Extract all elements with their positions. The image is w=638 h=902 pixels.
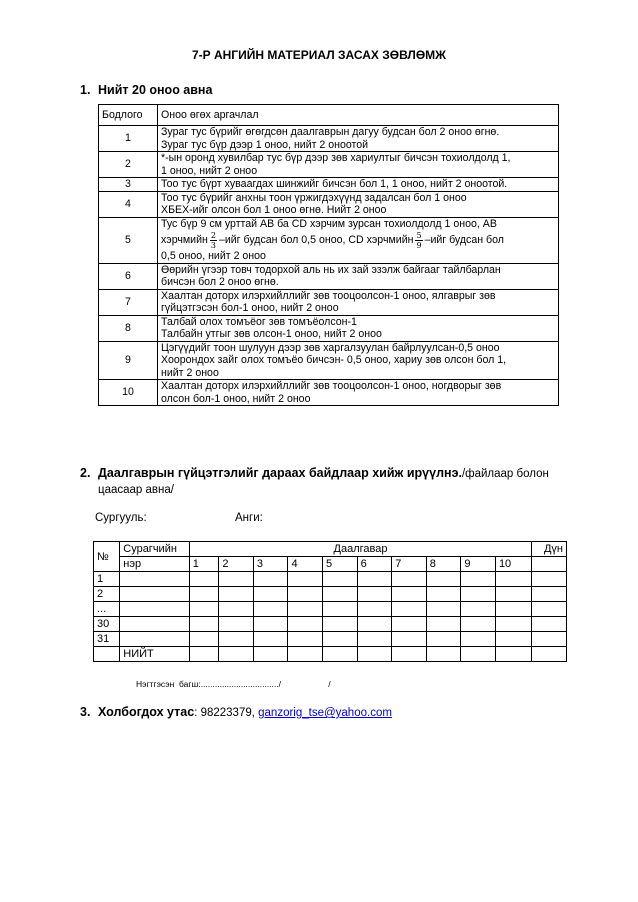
- section-2-number: 2.: [80, 466, 91, 480]
- score-cell[interactable]: [288, 647, 323, 662]
- student-row: [94, 632, 567, 647]
- class-label: Анги:: [235, 512, 263, 524]
- section-1-heading: [80, 83, 212, 97]
- row-number: 31: [94, 632, 120, 647]
- student-row: [94, 617, 567, 632]
- score-cell[interactable]: [219, 617, 254, 632]
- task-number: 8: [426, 557, 461, 572]
- score-cell[interactable]: [392, 587, 427, 602]
- rule-line-with-fractions: [161, 230, 555, 250]
- section-3-contact: [80, 705, 392, 719]
- rule-line: *-ын оронд хувилбар тус бүр дээр зөв хариултыг бичсэн тохиолдолд 1,: [161, 152, 511, 164]
- problem-number: 1: [99, 126, 158, 152]
- section-1-number: 1.: [80, 83, 91, 97]
- scoring-rule: [158, 380, 559, 406]
- rule-line: бичсэн бол 2 оноо өгнө.: [161, 276, 279, 288]
- score-cell[interactable]: [426, 647, 461, 662]
- score-cell[interactable]: [219, 632, 254, 647]
- page-title: 7-Р АНГИЙН МАТЕРИАЛ ЗАСАХ ЗӨВЛӨМЖ: [191, 48, 447, 62]
- total-cell: [532, 557, 567, 572]
- total-cell[interactable]: [532, 647, 567, 662]
- score-cell[interactable]: [219, 602, 254, 617]
- score-cell[interactable]: [189, 647, 219, 662]
- scoring-rule: [158, 341, 559, 380]
- task-number: 3: [253, 557, 288, 572]
- student-name-cell[interactable]: [120, 617, 190, 632]
- total-cell[interactable]: [532, 587, 567, 602]
- score-cell[interactable]: [461, 602, 496, 617]
- student-row: [94, 602, 567, 617]
- section-1-text: Нийт 20 оноо авна: [98, 83, 213, 97]
- section-2-bold-text: Даалгаврын гүйцэтгэлийг дараах байдлаар хийж ирүүлнэ.: [98, 466, 462, 480]
- scoring-rule: [158, 263, 559, 289]
- rule-line: Хоорондох зайг олох томъёо бичсэн- 0,5 оноо, хариу зөв олсон бол 1,: [161, 354, 507, 366]
- rule-line: Тоо тус бүрийг анхны тоон үржигдэхүүнд задалсан бол 1 оноо: [161, 191, 467, 204]
- score-cell[interactable]: [189, 587, 219, 602]
- score-cell[interactable]: [426, 602, 461, 617]
- header-total: Дүн: [532, 542, 567, 557]
- problem-number: 2: [99, 152, 158, 178]
- section-2-line2: цаасаар авна/: [98, 484, 174, 496]
- score-cell[interactable]: [253, 587, 288, 602]
- student-name-cell[interactable]: [120, 572, 190, 587]
- score-cell[interactable]: [253, 572, 288, 587]
- header-no: №: [94, 542, 120, 572]
- table-row: [99, 152, 559, 178]
- table-row: [99, 191, 559, 217]
- total-cell[interactable]: [532, 602, 567, 617]
- task-number: 6: [357, 557, 392, 572]
- fraction-numerator: 5: [416, 230, 422, 240]
- scoring-rule: [158, 217, 559, 263]
- score-cell[interactable]: [357, 647, 392, 662]
- results-table: [93, 541, 567, 662]
- rule-line: Зураг тус бүрийг өгөгдсөн даалгаврын дагуу будсан бол 2 оноо өгнө.: [161, 126, 500, 138]
- scoring-rule: [158, 126, 559, 152]
- header-student-name: Сурагчийн: [120, 542, 190, 557]
- score-cell[interactable]: [357, 617, 392, 632]
- score-cell[interactable]: [288, 572, 323, 587]
- table-row: [99, 263, 559, 289]
- scoring-rule: [158, 152, 559, 178]
- table-row: [99, 217, 559, 263]
- scoring-rule: [158, 191, 559, 217]
- score-cell[interactable]: [323, 647, 358, 662]
- header-method: Оноо өгөх аргачлал: [158, 105, 559, 126]
- rule-line: 0,5 оноо, нийт 2 оноо: [161, 250, 266, 262]
- fraction-denominator: 3: [210, 240, 216, 250]
- header-tasks: Даалгавар: [189, 542, 531, 557]
- task-number: 5: [323, 557, 358, 572]
- task-number: 1: [189, 557, 219, 572]
- problem-number: 8: [99, 315, 158, 341]
- score-cell[interactable]: [495, 602, 531, 617]
- task-number: 9: [461, 557, 496, 572]
- problem-number: 6: [99, 263, 158, 289]
- row-number: 30: [94, 617, 120, 632]
- rule-text: –ийг будсан бол: [424, 234, 504, 246]
- score-cell[interactable]: [357, 602, 392, 617]
- score-cell[interactable]: [392, 632, 427, 647]
- contact-email-link[interactable]: ganzorig_tse@yahoo.com: [258, 707, 392, 719]
- student-name-cell[interactable]: [120, 632, 190, 647]
- student-row: [94, 572, 567, 587]
- contact-phone: : 98223379,: [194, 707, 259, 719]
- score-cell[interactable]: [357, 632, 392, 647]
- table-header-row: [99, 105, 559, 126]
- score-cell[interactable]: [288, 617, 323, 632]
- rule-line: 1 оноо, нийт 2 оноо: [161, 164, 258, 177]
- table-row: [99, 289, 559, 315]
- score-cell[interactable]: [219, 587, 254, 602]
- score-cell[interactable]: [392, 617, 427, 632]
- score-cell[interactable]: [323, 572, 358, 587]
- score-cell[interactable]: [461, 647, 496, 662]
- table-row: [99, 315, 559, 341]
- rule-line: ХБЕХ-ийг олсон бол 1 оноо өгнө. Нийт 2 оноо: [161, 204, 387, 216]
- header-problem: Бодлого: [99, 105, 158, 126]
- section-3-number: 3.: [80, 705, 91, 719]
- section-2-heading: [80, 466, 580, 498]
- school-label: Сургууль:: [95, 512, 147, 524]
- problem-number: 10: [99, 380, 158, 406]
- rule-line: Талбай олох томъёог зөв томъёолсон-1: [161, 315, 357, 328]
- rule-line: Цэгүүдийг тоон шулуун дээр зөв харгалзуулан байрлуулсан-0,5 оноо: [161, 341, 500, 354]
- row-number: ...: [94, 602, 120, 617]
- problem-number: 4: [99, 191, 158, 217]
- header-student-name-2: нэр: [120, 557, 190, 572]
- rule-line: нийт 2 оноо: [161, 366, 219, 379]
- score-cell[interactable]: [495, 647, 531, 662]
- score-cell[interactable]: [323, 617, 358, 632]
- rule-line: Тус бүр 9 см урттай AB ба CD хэрчим зурсан тохиолдолд 1 оноо, AB: [161, 217, 497, 230]
- row-number: 2: [94, 587, 120, 602]
- scoring-rule: [158, 315, 559, 341]
- row-number: [94, 647, 120, 662]
- score-cell[interactable]: [253, 602, 288, 617]
- score-cell[interactable]: [495, 632, 531, 647]
- score-cell[interactable]: [253, 617, 288, 632]
- rule-line: олсон бол-1 оноо, нийт 2 оноо: [161, 392, 311, 405]
- grand-total-label: НИЙТ: [120, 647, 190, 662]
- score-cell[interactable]: [461, 617, 496, 632]
- total-cell[interactable]: [532, 632, 567, 647]
- score-cell[interactable]: [495, 572, 531, 587]
- grading-table: [98, 104, 559, 406]
- score-cell[interactable]: [253, 647, 288, 662]
- problem-number: 5: [99, 217, 158, 263]
- results-subheader-row: [94, 557, 567, 572]
- score-cell[interactable]: [323, 602, 358, 617]
- table-row: [99, 341, 559, 380]
- score-cell[interactable]: [323, 632, 358, 647]
- total-cell[interactable]: [532, 617, 567, 632]
- score-cell[interactable]: [253, 632, 288, 647]
- score-cell[interactable]: [392, 602, 427, 617]
- score-cell[interactable]: [392, 572, 427, 587]
- score-cell[interactable]: [461, 587, 496, 602]
- student-name-cell[interactable]: [120, 587, 190, 602]
- results-header-row: [94, 542, 567, 557]
- scoring-rule: [158, 178, 559, 192]
- score-cell[interactable]: [495, 587, 531, 602]
- score-cell[interactable]: [357, 587, 392, 602]
- scoring-rule: [158, 289, 559, 315]
- rule-text: –ийг будсан бол 0,5 оноо, CD хэрчмийн: [218, 234, 414, 246]
- section-2-rest-text: /файлаар болон: [461, 468, 549, 480]
- score-cell[interactable]: [288, 602, 323, 617]
- score-cell[interactable]: [189, 632, 219, 647]
- score-cell[interactable]: [426, 572, 461, 587]
- score-cell[interactable]: [426, 632, 461, 647]
- task-number: 2: [219, 557, 254, 572]
- rule-line: гүйцэтгэсэн бол-1 оноо, нийт 2 оноо: [161, 302, 339, 314]
- fraction-numerator: 2: [210, 230, 216, 240]
- contact-label: Холбогдох утас: [98, 705, 195, 719]
- fraction: [210, 231, 217, 250]
- teacher-signature-line: Нэгтгэсэн багш:................................./ /: [136, 679, 331, 689]
- row-number: 1: [94, 572, 120, 587]
- score-cell[interactable]: [495, 617, 531, 632]
- problem-number: 9: [99, 341, 158, 380]
- rule-line: Талбайн утгыг зөв олсон-1 оноо, нийт 2 оноо: [161, 328, 382, 340]
- grand-total-row: [94, 647, 567, 662]
- score-cell[interactable]: [357, 572, 392, 587]
- rule-line: Тоо тус бүрт хуваагдах шинжийг бичсэн бол 1, 1 оноо, нийт 2 оноотой.: [161, 178, 508, 190]
- score-cell[interactable]: [426, 587, 461, 602]
- fraction-denominator: 9: [416, 240, 422, 250]
- score-cell[interactable]: [189, 617, 219, 632]
- rule-line: Хаалтан доторх илэрхийллийг зөв тооцоолсон-1 оноо, ялгаврыг зөв: [161, 289, 496, 302]
- table-row: [99, 178, 559, 192]
- table-row: [99, 126, 559, 152]
- task-number: 4: [288, 557, 323, 572]
- student-row: [94, 587, 567, 602]
- rule-text: хэрчмийн: [161, 234, 208, 246]
- score-cell[interactable]: [461, 632, 496, 647]
- total-cell[interactable]: [532, 572, 567, 587]
- score-cell[interactable]: [288, 587, 323, 602]
- score-cell[interactable]: [323, 587, 358, 602]
- score-cell[interactable]: [461, 572, 496, 587]
- task-number: 7: [392, 557, 427, 572]
- fraction: [415, 231, 422, 250]
- table-row: [99, 380, 559, 406]
- score-cell[interactable]: [219, 572, 254, 587]
- rule-line: Өөрийн үгээр товч тодорхой аль нь их зай эзэлж байгааг тайлбарлан: [161, 263, 501, 276]
- score-cell[interactable]: [189, 572, 219, 587]
- score-cell[interactable]: [189, 602, 219, 617]
- score-cell[interactable]: [392, 647, 427, 662]
- rule-line: Зураг тус бүр дээр 1 оноо, нийт 2 оноотой: [161, 138, 369, 151]
- rule-line: Хаалтан доторх илэрхийллийг зөв тооцоолсон-1 оноо, ногдворыг зөв: [161, 380, 502, 392]
- problem-number: 3: [99, 178, 158, 192]
- score-cell[interactable]: [219, 647, 254, 662]
- student-name-cell[interactable]: [120, 602, 190, 617]
- score-cell[interactable]: [426, 617, 461, 632]
- task-number: 10: [495, 557, 531, 572]
- problem-number: 7: [99, 289, 158, 315]
- score-cell[interactable]: [288, 632, 323, 647]
